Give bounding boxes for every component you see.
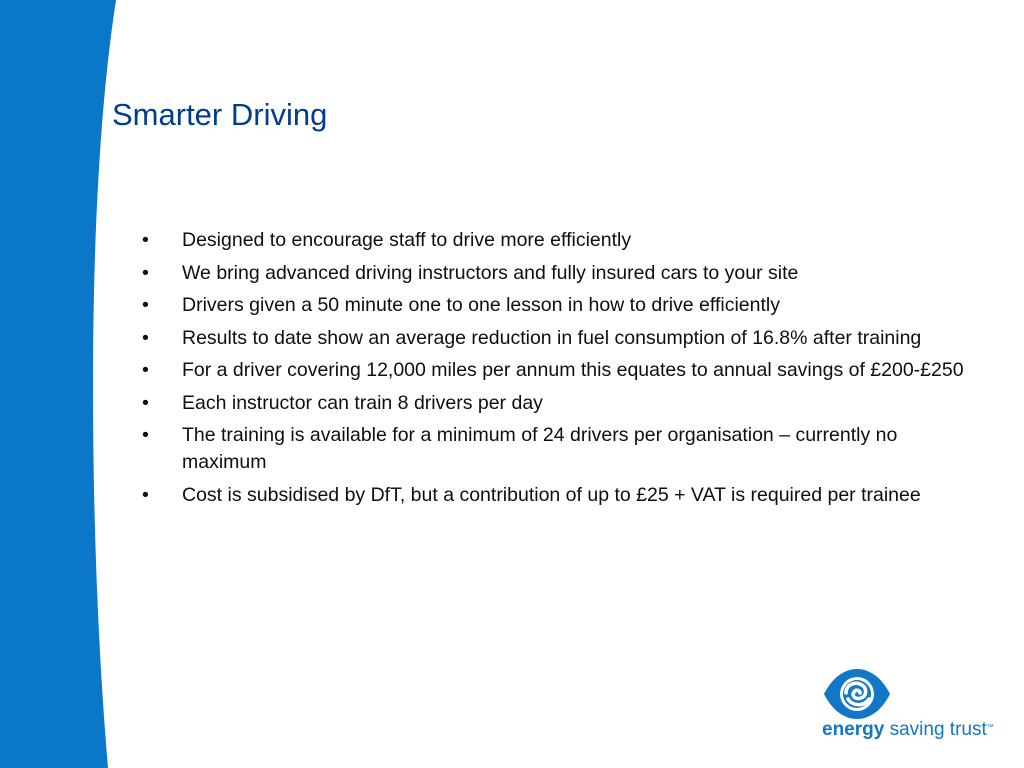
- bullet-item: [140, 260, 980, 287]
- bullet-item: [140, 325, 980, 352]
- bullet-item: [140, 357, 980, 384]
- bullet-marker: •: [142, 359, 149, 381]
- bullet-marker: •: [142, 391, 149, 414]
- bullet-marker: •: [142, 326, 149, 349]
- bullet-marker: •: [142, 261, 149, 284]
- bullet-text: For a driver covering 12,000 miles per annum this equates to annual savings of £200-£250: [182, 359, 964, 381]
- bullet-marker: •: [142, 424, 149, 446]
- energy-saving-trust-swirl-icon: [822, 668, 892, 720]
- bullet-text: Designed to encourage staff to drive more efficiently: [182, 229, 632, 251]
- bullet-text: Drivers given a 50 minute one to one lesson in how to drive efficiently: [182, 294, 780, 316]
- bullet-text: The training is available for a minimum of 24 drivers per organisation – currently no maximum: [182, 424, 898, 473]
- bullet-item: [140, 390, 980, 417]
- bullet-list: [140, 227, 980, 514]
- logo-wordmark: [822, 719, 994, 741]
- bullet-text: Results to date show an average reduction in fuel consumption of 16.8% after training: [182, 326, 922, 349]
- bullet-marker: •: [142, 294, 149, 316]
- bullet-item: [140, 482, 980, 509]
- bullet-text: Cost is subsidised by DfT, but a contribution of up to £25 + VAT is required per trainee: [182, 483, 921, 506]
- bullet-item: [140, 292, 980, 319]
- bullet-item: [140, 227, 980, 254]
- slide-title: Smarter Driving: [112, 97, 328, 132]
- bullet-marker: •: [142, 483, 149, 506]
- side-band-decoration: [0, 0, 120, 768]
- logo-word-saving-trust: saving trust: [884, 719, 987, 740]
- energy-saving-trust-logo: [822, 668, 1002, 746]
- bullet-text: Each instructor can train 8 drivers per day: [182, 391, 543, 414]
- bullet-marker: •: [142, 229, 149, 251]
- bullet-text: We bring advanced driving instructors and fully insured cars to your site: [182, 261, 799, 284]
- bullet-item: [140, 422, 980, 476]
- logo-trademark: ™: [986, 724, 994, 731]
- logo-word-energy: energy: [822, 719, 885, 740]
